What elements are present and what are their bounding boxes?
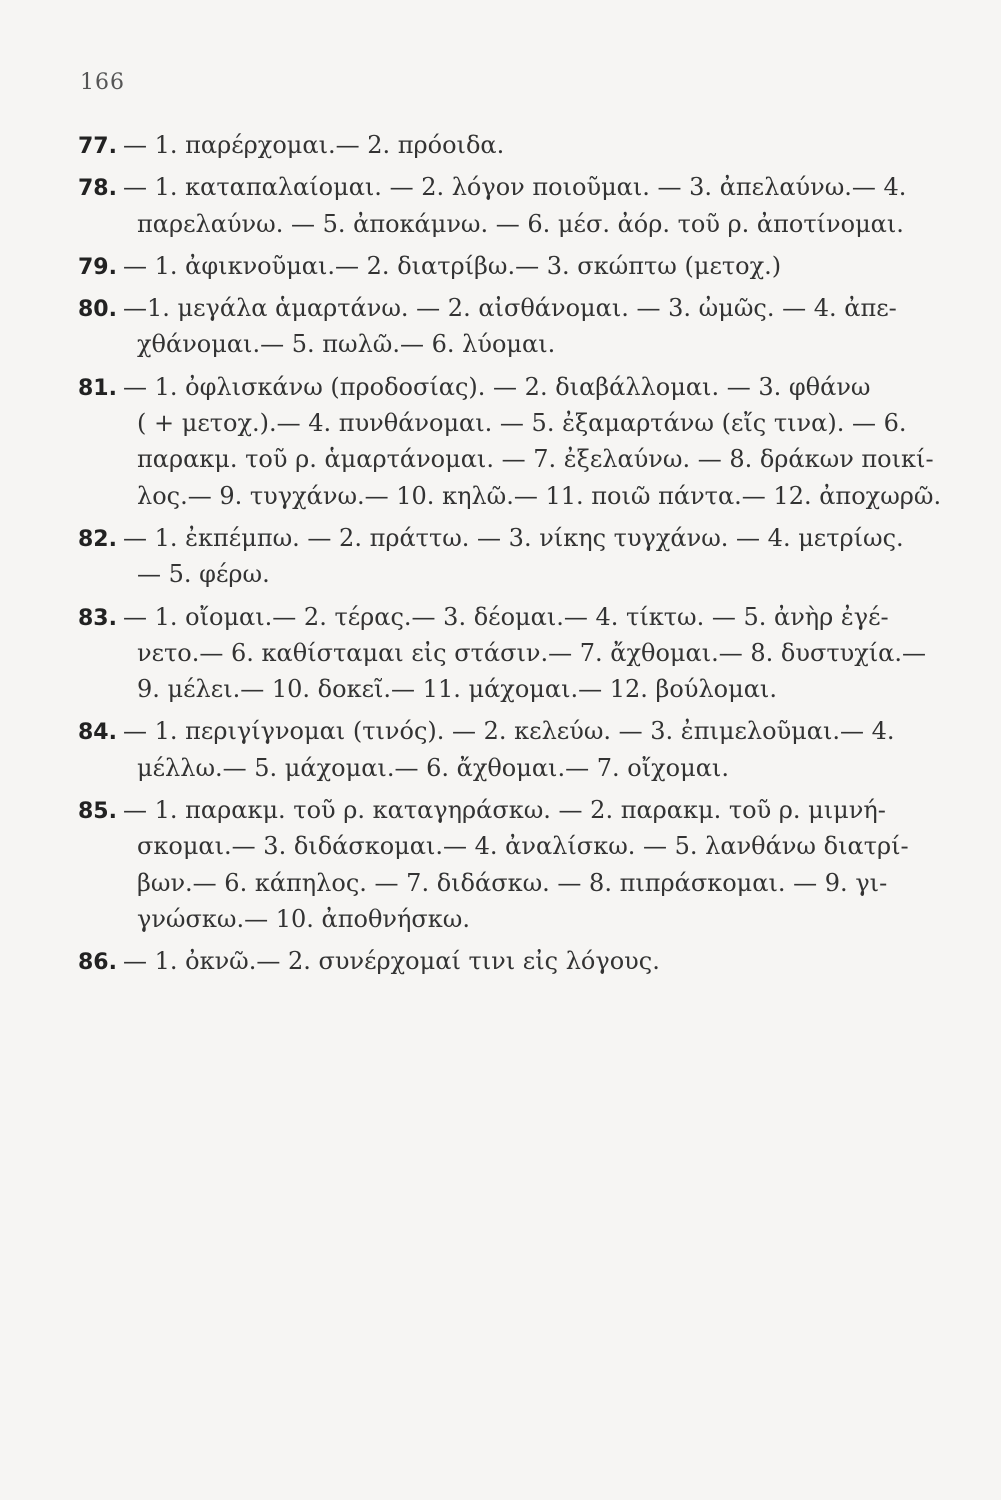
entry-continuation-line: νετο.— 6. καθίσταμαι εἰς στάσιν.— 7. ἄχθομαι.— 8. δυστυχία.— (137, 638, 926, 667)
entry-text: — 1. περιγίγνομαι (τινός). — 2. κελεύω. — 3. ἐπιμελοῦμαι.— 4. (122, 717, 895, 746)
entry-text: —1. μεγάλα ἁμαρτάνω. — 2. αἰσθάνομαι. — 3. ὠμῶς. — 4. ἀπε- (122, 294, 897, 323)
answer-entry (78, 290, 948, 363)
entry-first-line (78, 369, 948, 405)
exercise-number: 86. (78, 950, 117, 976)
entry-continuation-line: γνώσκω.— 10. ἀποθνήσκω. (137, 904, 470, 933)
exercise-number: 83. (78, 605, 117, 631)
entry-first-line (78, 713, 948, 749)
entry-text: — 1. ἀφικνοῦμαι.— 2. διατρίβω.— 3. σκώπτω (μετοχ.) (122, 251, 782, 280)
entry-first-line (78, 169, 948, 205)
entry-first-line (78, 127, 948, 163)
entry-text: — 1. ὀκνῶ.— 2. συνέρχομαί τινι εἰς λόγους. (122, 947, 660, 976)
entry-text: — 1. οἴομαι.— 2. τέρας.— 3. δέομαι.— 4. τίκτω. — 5. ἀνὴρ ἐγέ- (122, 602, 889, 631)
entry-first-line (78, 520, 948, 556)
entry-first-line (78, 599, 948, 635)
exercise-number: 79. (78, 254, 117, 280)
entry-continuation-line: σκομαι.— 3. διδάσκομαι.— 4. ἀναλίσκω. — 5. λανθάνω διατρί- (137, 832, 909, 861)
answer-entry (78, 792, 948, 937)
answer-entry (78, 520, 948, 593)
entry-continuation-line: — 5. φέρω. (137, 560, 270, 589)
entry-text: — 1. ἐκπέμπω. — 2. πράττω. — 3. νίκης τυγχάνω. — 4. μετρίως. (122, 523, 904, 552)
answer-entry (78, 369, 948, 514)
exercise-number: 82. (78, 526, 117, 552)
answer-entry (78, 943, 948, 979)
answer-entry (78, 599, 948, 708)
entry-continuation-line: λος.— 9. τυγχάνω.— 10. κηλῶ.— 11. ποιῶ πάντα.— 12. ἀποχωρῶ. (137, 481, 942, 510)
entry-continuation-line: βων.— 6. κάπηλος. — 7. διδάσκω. — 8. πιπράσκομαι. — 9. γι- (137, 868, 888, 897)
entry-text: — 1. καταπαλαίομαι. — 2. λόγον ποιοῦμαι. — 3. ἀπελαύνω.— 4. (122, 173, 907, 202)
entry-continuation-line: παρακμ. τοῦ ρ. ἁμαρτάνομαι. — 7. ἐξελαύνω. — 8. δράκων ποικί- (137, 445, 934, 474)
exercise-number: 78. (78, 176, 117, 202)
exercise-number: 85. (78, 799, 117, 825)
entry-text: — 1. ὀφλισκάνω (προδοσίας). — 2. διαβάλλομαι. — 3. φθάνω (122, 372, 871, 401)
entry-first-line (78, 290, 948, 326)
answer-entry (78, 248, 948, 284)
entry-text: — 1. παρέρχομαι.— 2. πρόοιδα. (122, 131, 505, 159)
answer-entry (78, 713, 948, 786)
exercise-number: 80. (78, 297, 117, 323)
exercise-number: 81. (78, 375, 117, 401)
entry-first-line (78, 943, 948, 979)
exercise-number: 84. (78, 720, 117, 746)
answer-entry (78, 169, 948, 242)
answer-key-list (78, 127, 948, 986)
entry-first-line (78, 792, 948, 828)
entry-continuation-line: χθάνομαι.— 5. πωλῶ.— 6. λύομαι. (137, 330, 556, 359)
page-number: 166 (80, 70, 125, 95)
entry-continuation-line: 9. μέλει.— 10. δοκεῖ.— 11. μάχομαι.— 12. βούλομαι. (137, 675, 777, 704)
answer-entry (78, 127, 948, 163)
entry-continuation-line: μέλλω.— 5. μάχομαι.— 6. ἄχθομαι.— 7. οἴχομαι. (137, 753, 729, 782)
entry-first-line (78, 248, 948, 284)
entry-continuation-line: παρελαύνω. — 5. ἀποκάμνω. — 6. μέσ. ἀόρ. τοῦ ρ. ἀποτίνομαι. (137, 209, 904, 238)
exercise-number: 77. (78, 134, 117, 159)
entry-continuation-line: ( + μετοχ.).— 4. πυνθάνομαι. — 5. ἐξαμαρτάνω (εἴς τινα). — 6. (137, 409, 907, 438)
entry-text: — 1. παρακμ. τοῦ ρ. καταγηράσκω. — 2. παρακμ. τοῦ ρ. μιμνή- (122, 796, 886, 825)
